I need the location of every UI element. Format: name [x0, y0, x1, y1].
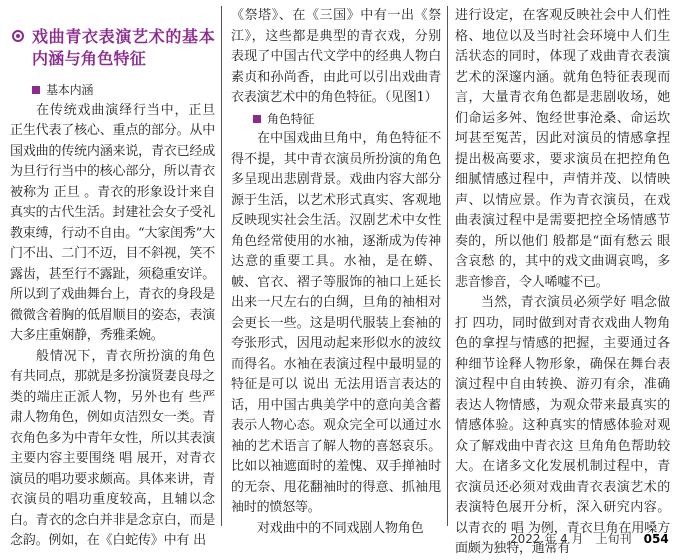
page-footer	[510, 530, 669, 547]
title-bullet-icon	[12, 30, 24, 42]
square-bullet-icon	[253, 115, 261, 123]
column-1	[10, 26, 215, 552]
paragraph: 在中国戏曲旦角中，角色特征不得不提，其中青衣演员所扮演的角色多呈现出悲剧背景。戏曲内容大部分源于生活，以艺术形式真实、客观地反映现实社会生活。汉剧艺术中女性角色经常使用的水袖，逐渐成为传神达意的重要工具。水袖，是在蟒、帔、官衣、褶子等服饰的袖口上延长出来一尺左右的白绸，旦角的袖相对会更长一些。这是明代服装上套袖的夸张形式，因甩动起来形似水的波纹而得名。水袖在表演过程中最明显的特征是可以 说出 无法用语言表达的话，用中国古典美学中的意向美含蓄表示人物心态。观众完全可以通过水袖的艺术语言了解人物的喜怒哀乐。比如以袖遮面时的羞愧、双手掸袖时的无奈、甩花翻袖时的得意、抓袖甩袖时的愤怒等。	[231, 131, 441, 515]
section-heading-role-text: 角色特征	[267, 111, 315, 126]
column-3	[455, 6, 670, 560]
paragraph: 对戏曲中的不同戏剧人物角色	[257, 520, 424, 536]
article-title-text: 戏曲青衣表演艺术的基本内涵与角色特征	[32, 27, 215, 68]
square-bullet-icon	[32, 86, 40, 94]
footer-date: 2022 年 4 月	[510, 532, 584, 546]
article-title	[10, 26, 215, 70]
paragraph: 在传统戏曲演绎行当中，正旦正生代表了核心、重点的部分。从中国戏曲的传统内涵来说，青衣已经成为旦行行当中的核心部分，所以青衣被称为 正旦 。青衣的形象设计来自真实的古代生活。封建社会女子受礼教束缚，行动不自由。“大家闺秀”大门不出、二门不迈，目不斜视，笑不露齿，甚至行不露趾，须稳重安详。所以到了戏曲舞台上，青衣的身段是微微含着胸的低眉顺目的姿态，表演大多庄重娴静，秀雅柔婉。	[10, 102, 215, 343]
page-number: 054	[643, 532, 669, 546]
section-heading-role	[231, 109, 441, 130]
paragraph: 般情况下，青衣所扮演的角色有共同点，那就是多扮演贤妻良母之类的端庄正派人物，另外也有 些严肃人物角色，例如贞洁烈女一类。青衣角色多为中青年女性，所以其表演主要内容主要围绕 唱 展开，对青衣演员的唱功要求颇高。具体来讲，青衣演员的唱功重度较高，且辅以念白。青衣的念白并非是念京白，而是念韵。例如，在《白蛇传》中有 出	[10, 348, 215, 548]
paragraph: 进行设定，在客观反映社会中人们性格、地位以及当时社会环境中人们生活状态的同时，体现了戏曲青衣表演艺术的深邃内涵。就角色特征表现而言，大量青衣角色都是悲剧收场，她们命运多舛、饱经世事沧桑、命运坎坷甚至冤苦，因此对演员的情感拿捏提出极高要求，要求演员在把控角色细腻情感过程中，声情并茂、以情映声、以情应景。作为青衣演员，在戏曲表演过程中是需要把控全场情感节奏的，所以他们 般都是“面有愁云 眼含哀愁 的，其中的戏文曲调哀鸣，多悲音惨音，令人唏嘘不已。	[455, 8, 670, 290]
section-heading-basic	[10, 80, 215, 101]
column-divider-right	[447, 6, 448, 526]
section-heading-basic-text: 基本内涵	[46, 83, 94, 97]
paragraph: 当然，青衣演员必须学好 唱念做打 四功，同时做到对青衣戏曲人物角色的拿捏与情感的把握，主要通过各种细节诠释人物形象，确保在舞台表演过程中自由转换、游刃有余，准确表达人物情感，为观众带来最真实的情感体验。这种真实的情感体验对观众了解戏曲中青衣这 旦角角色帮助较大。在诸多文化发展机制过程中，青衣演员还必须对戏曲青衣表演艺术的表演特色展开分析，深入研究内容。以青衣的 唱 为例，青衣旦角在用嗓方面颇为独特，通常有	[455, 295, 670, 556]
column-2	[231, 6, 441, 539]
paragraph: 《祭塔》、在《三国》中有一出《祭江》，这些都是典型的青衣戏，分别表现了中国古代文学中的经典人物白素贞和孙尚香，由此可以引出戏曲青衣表演艺术中的角色特征。（见图1）	[231, 8, 441, 105]
column-divider-left	[221, 6, 222, 526]
footer-issue: 上旬刊	[595, 532, 632, 546]
